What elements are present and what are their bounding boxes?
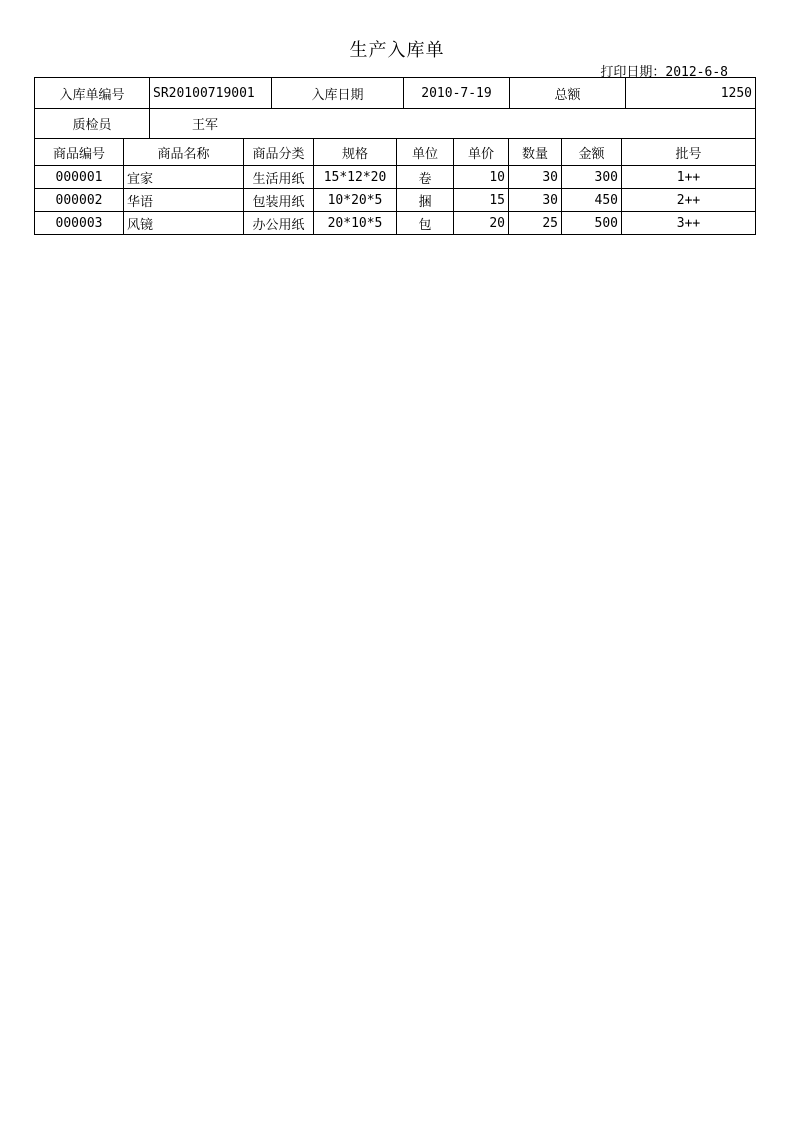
total-label: 总额 xyxy=(510,78,626,109)
table-row xyxy=(35,212,756,235)
spec-cell: 20*10*5 xyxy=(314,212,397,235)
product-name-cell: 华语 xyxy=(124,189,244,212)
inspector-row xyxy=(35,109,756,139)
column-header-amount: 金额 xyxy=(562,139,622,166)
inspector-label: 质检员 xyxy=(35,109,150,139)
column-header-product-code: 商品编号 xyxy=(35,139,124,166)
amount-cell: 450 xyxy=(562,189,622,212)
batch-no-cell: 3++ xyxy=(622,212,756,235)
print-date-label: 打印日期： xyxy=(600,65,666,80)
batch-no-cell: 1++ xyxy=(622,166,756,189)
category-cell: 生活用纸 xyxy=(244,166,314,189)
column-header-unit-price: 单价 xyxy=(454,139,509,166)
receipt-info-row xyxy=(35,78,756,109)
unit-price-cell: 20 xyxy=(454,212,509,235)
receipt-no-label: 入库单编号 xyxy=(35,78,150,109)
batch-no-cell: 2++ xyxy=(622,189,756,212)
quantity-cell: 25 xyxy=(509,212,562,235)
print-date-value: 2012-6-8 xyxy=(665,65,728,80)
inspector-value: 王军 xyxy=(150,109,756,139)
unit-cell: 捆 xyxy=(397,189,454,212)
quantity-cell: 30 xyxy=(509,166,562,189)
total-value: 1250 xyxy=(626,78,756,109)
receipt-info-table xyxy=(34,77,756,139)
product-code-cell: 000003 xyxy=(35,212,124,235)
items-table xyxy=(34,138,756,235)
product-code-cell: 000001 xyxy=(35,166,124,189)
column-header-batch-no: 批号 xyxy=(622,139,756,166)
column-header-product-name: 商品名称 xyxy=(124,139,244,166)
amount-cell: 300 xyxy=(562,166,622,189)
receipt-no-value: SR20100719001 xyxy=(150,78,272,109)
receipt-date-label: 入库日期 xyxy=(272,78,404,109)
product-name-cell: 风镜 xyxy=(124,212,244,235)
column-header-category: 商品分类 xyxy=(244,139,314,166)
table-row xyxy=(35,189,756,212)
items-header-row xyxy=(35,139,756,166)
category-cell: 包装用纸 xyxy=(244,189,314,212)
spec-cell: 10*20*5 xyxy=(314,189,397,212)
column-header-quantity: 数量 xyxy=(509,139,562,166)
category-cell: 办公用纸 xyxy=(244,212,314,235)
amount-cell: 500 xyxy=(562,212,622,235)
column-header-unit: 单位 xyxy=(397,139,454,166)
quantity-cell: 30 xyxy=(509,189,562,212)
product-code-cell: 000002 xyxy=(35,189,124,212)
product-name-cell: 宜家 xyxy=(124,166,244,189)
unit-price-cell: 15 xyxy=(454,189,509,212)
table-row xyxy=(35,166,756,189)
document-title: 生产入库单 xyxy=(349,40,445,61)
spec-cell: 15*12*20 xyxy=(314,166,397,189)
unit-price-cell: 10 xyxy=(454,166,509,189)
unit-cell: 包 xyxy=(397,212,454,235)
receipt-date-value: 2010-7-19 xyxy=(404,78,510,109)
unit-cell: 卷 xyxy=(397,166,454,189)
column-header-spec: 规格 xyxy=(314,139,397,166)
